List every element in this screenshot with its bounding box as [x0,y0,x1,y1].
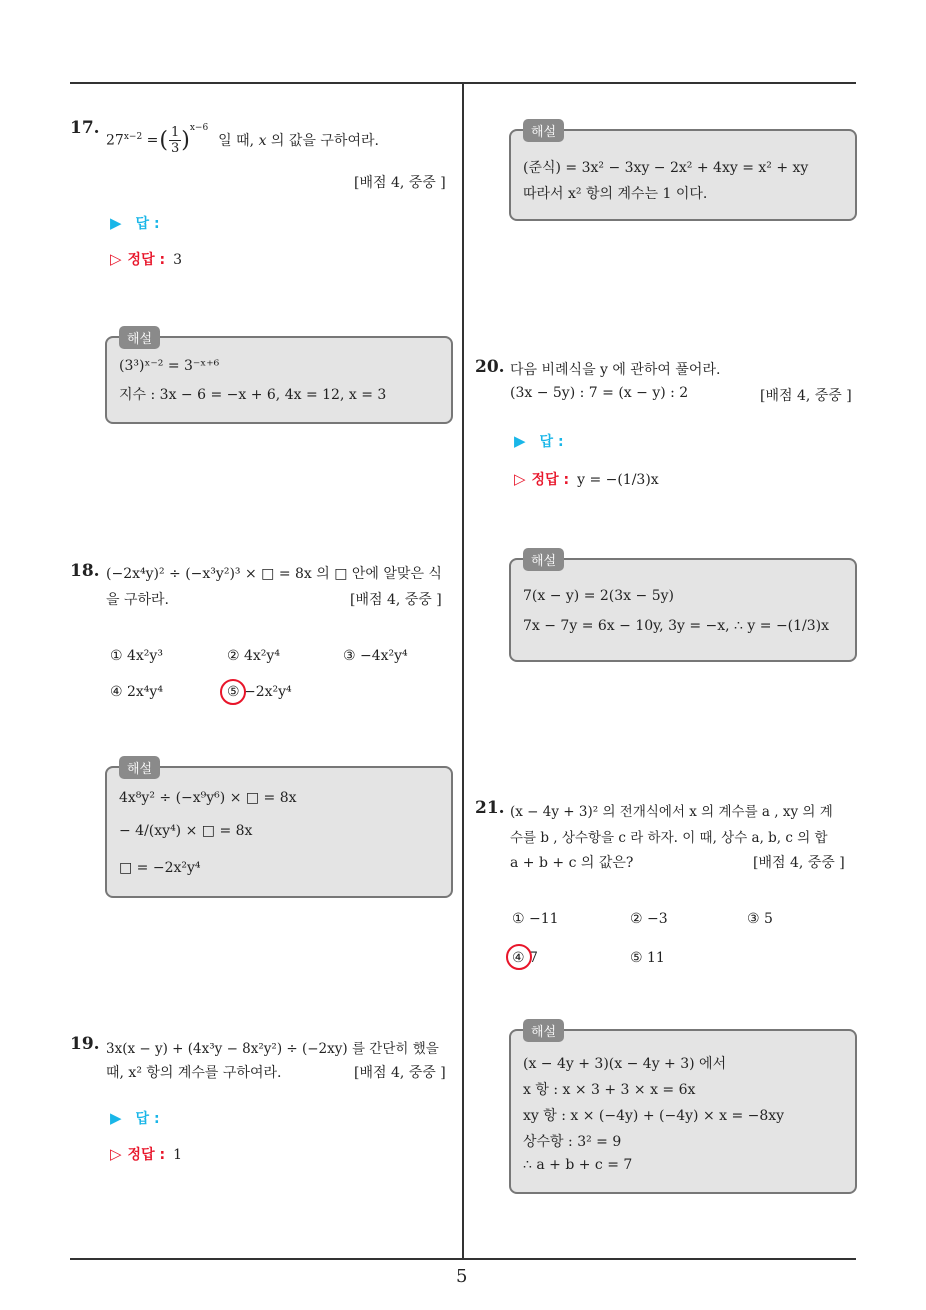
answer-label: 답 : [539,434,564,450]
column-divider [462,83,464,1259]
question-text-line: a + b + c 의 값은? [510,855,634,871]
score-difficulty: [배점 4, 중중 ] [753,855,845,871]
question-text-line: 때, x² 항의 계수를 구하여라. [106,1065,282,1081]
explanation-tag: 해설 [523,1019,564,1042]
correct-answer-value: 3 [173,252,182,268]
question-number: 17. [70,118,100,138]
play-triangle-icon: ▶ [110,1109,122,1127]
page-number: 5 [456,1266,468,1287]
explanation-line: (3³)ˣ⁻² = 3⁻ˣ⁺⁶ [119,358,220,374]
choice-3[interactable]: ③ −4x²y⁴ [343,648,408,664]
answer-label: 답 : [135,1111,160,1127]
explanation-line: x 항 : x × 3 + 3 × x = 6x [523,1082,696,1098]
question-text-line: (−2x⁴y)² ÷ (−x³y²)³ × □ = 8x 의 □ 안에 알맞은 식 [106,566,442,582]
explanation-tag: 해설 [119,756,160,779]
fraction: ( [159,127,168,153]
explanation-line: 4x⁸y² ÷ (−x⁹y⁶) × □ = 8x [119,790,297,806]
outline-triangle-icon: ▷ [514,470,526,488]
choice-5[interactable]: ⑤ 11 [630,950,665,966]
choice-3[interactable]: ③ 5 [747,911,773,927]
play-triangle-icon: ▶ [514,432,526,450]
explanation-line: 7x − 7y = 6x − 10y, 3y = −x, ∴ y = −(1/3)x [523,618,830,634]
outline-triangle-icon: ▷ [110,250,122,268]
answer-row [110,213,160,233]
question-number: 18. [70,561,100,581]
answer-row [110,1108,160,1128]
explanation-line: (준식) = 3x² − 3xy − 2x² + 4xy = x² + xy [523,160,809,176]
question-text-line: 다음 비례식을 y 에 관하여 풀어라. [510,362,721,378]
score-difficulty: [배점 4, 중중 ] [354,175,446,191]
explanation-line: 지수 : 3x − 6 = −x + 6, 4x = 12, x = 3 [119,387,387,403]
correct-label: 정답 : [531,472,570,488]
outline-triangle-icon: ▷ [110,1145,122,1163]
question-text-line: 3x(x − y) + (4x³y − 8x²y²) ÷ (−2xy) 를 간단히 했을 [106,1041,439,1057]
explanation-line: 상수항 : 3² = 9 [523,1134,622,1150]
explanation-box [509,554,857,662]
explanation-box [105,332,453,424]
correct-label: 정답 : [127,1147,166,1163]
correct-answer-row [110,1144,182,1164]
explanation-tag: 해설 [523,119,564,142]
score-difficulty: [배점 4, 중중 ] [350,592,442,608]
explanation-box [509,1025,857,1194]
score-difficulty: [배점 4, 중중 ] [354,1065,446,1081]
choice-1[interactable]: ① −11 [512,911,559,927]
question-text-line: 을 구하라. [106,592,169,608]
explanation-line: (x − 4y + 3)(x − 4y + 3) 에서 [523,1056,727,1072]
score-difficulty: [배점 4, 중중 ] [760,388,852,404]
choice-2[interactable]: ② 4x²y⁴ [227,648,280,664]
correct-answer-value: y = −(1/3)x [577,472,659,488]
answer-row [514,431,564,451]
correct-answer-row [110,249,182,269]
bottom-rule [70,1258,856,1260]
question-number: 20. [475,357,505,377]
question-number: 19. [70,1034,100,1054]
choice-5[interactable]: ⑤ −2x²y⁴ [227,684,292,700]
choice-2[interactable]: ② −3 [630,911,668,927]
explanation-line: □ = −2x²y⁴ [119,860,201,876]
explanation-tag: 해설 [119,326,160,349]
correct-answer-value: 1 [173,1147,182,1163]
explanation-box [105,762,453,898]
correct-answer-row [514,469,659,489]
explanation-box [509,125,857,221]
question-number: 21. [475,798,505,818]
selected-circle-mark [506,944,532,970]
explanation-line: 7(x − y) = 2(3x − 5y) [523,588,674,604]
play-triangle-icon: ▶ [110,214,122,232]
choice-4[interactable]: ④ 2x⁴y⁴ [110,684,163,700]
choice-1[interactable]: ① 4x²y³ [110,648,163,664]
explanation-tag: 해설 [523,548,564,571]
explanation-line: − 4/(xy⁴) × □ = 8x [119,823,253,839]
question-text-line: (x − 4y + 3)² 의 전개식에서 x 의 계수를 a , xy 의 계 [510,804,833,820]
question-text: $27^{x-2}$ = ( 1 3 ) $^{x-6}$ 일 때, x 의 값을 구하여라. [106,123,379,156]
question-text-line: 수를 b , 상수항을 c 라 하자. 이 때, 상수 a, b, c 의 합 [510,830,828,846]
explanation-line: 따라서 x² 항의 계수는 1 이다. [523,186,708,202]
explanation-line: ∴ a + b + c = 7 [523,1157,633,1173]
selected-circle-mark [220,679,246,705]
question-text-line: (3x − 5y) : 7 = (x − y) : 2 [510,385,689,401]
answer-label: 답 : [135,216,160,232]
choice-4[interactable]: ④ 7 [512,950,538,966]
correct-label: 정답 : [127,252,166,268]
explanation-line: xy 항 : x × (−4y) + (−4y) × x = −8xy [523,1108,785,1124]
